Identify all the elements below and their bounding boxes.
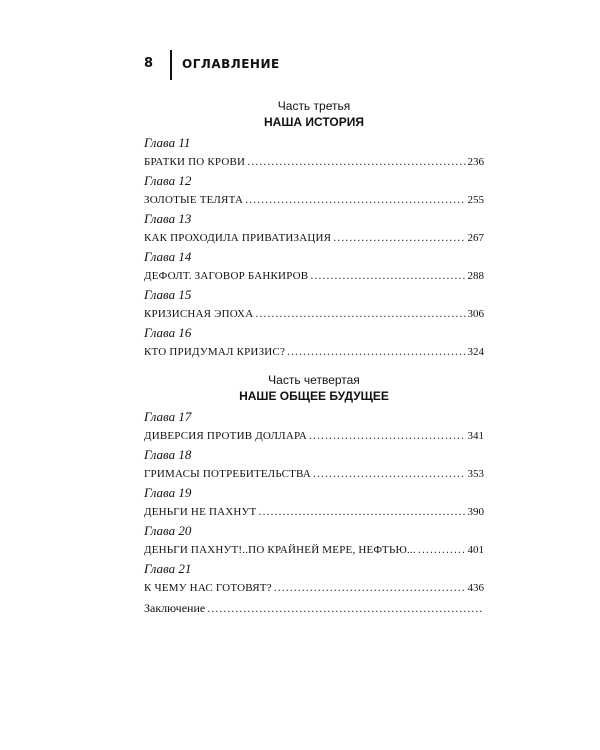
- toc-entry[interactable]: [144, 303, 484, 324]
- entry-title: КТО ПРИДУМАЛ КРИЗИС?: [144, 346, 286, 358]
- entry-title: ДЕНЬГИ ПАХНУТ!..ПО КРАЙНЕЙ МЕРЕ, НЕФТЬЮ...: [144, 544, 416, 556]
- table-of-contents: [144, 96, 484, 618]
- chapter-label: Глава 21: [144, 561, 192, 576]
- toc-entry[interactable]: [144, 151, 484, 172]
- dot-leader: [245, 189, 465, 209]
- toc-entry[interactable]: [144, 539, 484, 560]
- entry-page: 353: [467, 468, 484, 480]
- running-head: ОГЛАВЛЕНИЕ: [182, 57, 280, 71]
- dot-leader: [310, 265, 465, 285]
- entry-title: К ЧЕМУ НАС ГОТОВЯТ?: [144, 582, 272, 594]
- chapter-label: Глава 19: [144, 485, 192, 500]
- chapter-label: Глава 15: [144, 287, 192, 302]
- entry-page: 255: [467, 194, 484, 206]
- toc-entry[interactable]: [144, 577, 484, 598]
- entry-page: 401: [467, 544, 484, 556]
- chapter-label: Глава 11: [144, 135, 191, 150]
- chapter-label: Глава 13: [144, 211, 192, 226]
- chapter-label: Глава 16: [144, 325, 192, 340]
- entry-title: ДЕНЬГИ НЕ ПАХНУТ: [144, 506, 257, 518]
- page-number: 8: [144, 56, 154, 71]
- entry-page: 341: [467, 430, 484, 442]
- chapter-label: Глава 20: [144, 523, 192, 538]
- entry-title: БРАТКИ ПО КРОВИ: [144, 156, 246, 168]
- part-title: НАШЕ ОБЩЕЕ БУДУЩЕЕ: [239, 389, 389, 403]
- toc-entry[interactable]: [144, 425, 484, 446]
- dot-leader: [255, 303, 465, 323]
- toc-entry[interactable]: [144, 265, 484, 286]
- chapter-label: Глава 18: [144, 447, 192, 462]
- toc-entry[interactable]: [144, 341, 484, 362]
- chapter-label: Глава 12: [144, 173, 192, 188]
- toc-entry[interactable]: [144, 463, 484, 484]
- toc-entry[interactable]: [144, 501, 484, 522]
- toc-entry-conclusion[interactable]: [144, 598, 484, 618]
- entry-page: 288: [467, 270, 484, 282]
- dot-leader: [247, 151, 465, 171]
- dot-leader: [309, 425, 465, 445]
- part-label: Часть четвертая: [268, 373, 360, 387]
- toc-entry[interactable]: [144, 189, 484, 210]
- entry-page: 236: [467, 156, 484, 168]
- dot-leader: [287, 341, 465, 361]
- header-divider: [170, 50, 172, 80]
- chapter-label: Глава 14: [144, 249, 192, 264]
- dot-leader: [313, 463, 465, 483]
- entry-title: ДИВЕРСИЯ ПРОТИВ ДОЛЛАРА: [144, 430, 308, 442]
- page-header: [144, 50, 484, 80]
- toc-entry[interactable]: [144, 227, 484, 248]
- part-label: Часть третья: [277, 99, 351, 113]
- entry-page: 267: [467, 232, 484, 244]
- spacer: [144, 362, 484, 370]
- dot-leader: [333, 227, 465, 247]
- entry-title: Заключение: [144, 601, 206, 615]
- dot-leader: [418, 539, 466, 559]
- entry-title: ГРИМАСЫ ПОТРЕБИТЕЛЬСТВА: [144, 468, 312, 480]
- entry-page: 436: [467, 582, 484, 594]
- entry-title: КАК ПРОХОДИЛА ПРИВАТИЗАЦИЯ: [144, 232, 332, 244]
- entry-page: 390: [467, 506, 484, 518]
- entry-title: ДЕФОЛТ. ЗАГОВОР БАНКИРОВ: [144, 270, 309, 282]
- chapter-label: Глава 17: [144, 409, 192, 424]
- entry-title: КРИЗИСНАЯ ЭПОХА: [144, 308, 254, 320]
- entry-title: ЗОЛОТЫЕ ТЕЛЯТА: [144, 194, 244, 206]
- dot-leader: [207, 598, 482, 618]
- dot-leader: [258, 501, 465, 521]
- dot-leader: [274, 577, 466, 597]
- part-title: НАША ИСТОРИЯ: [263, 115, 364, 129]
- entry-page: 306: [467, 308, 484, 320]
- entry-page: 324: [467, 346, 484, 358]
